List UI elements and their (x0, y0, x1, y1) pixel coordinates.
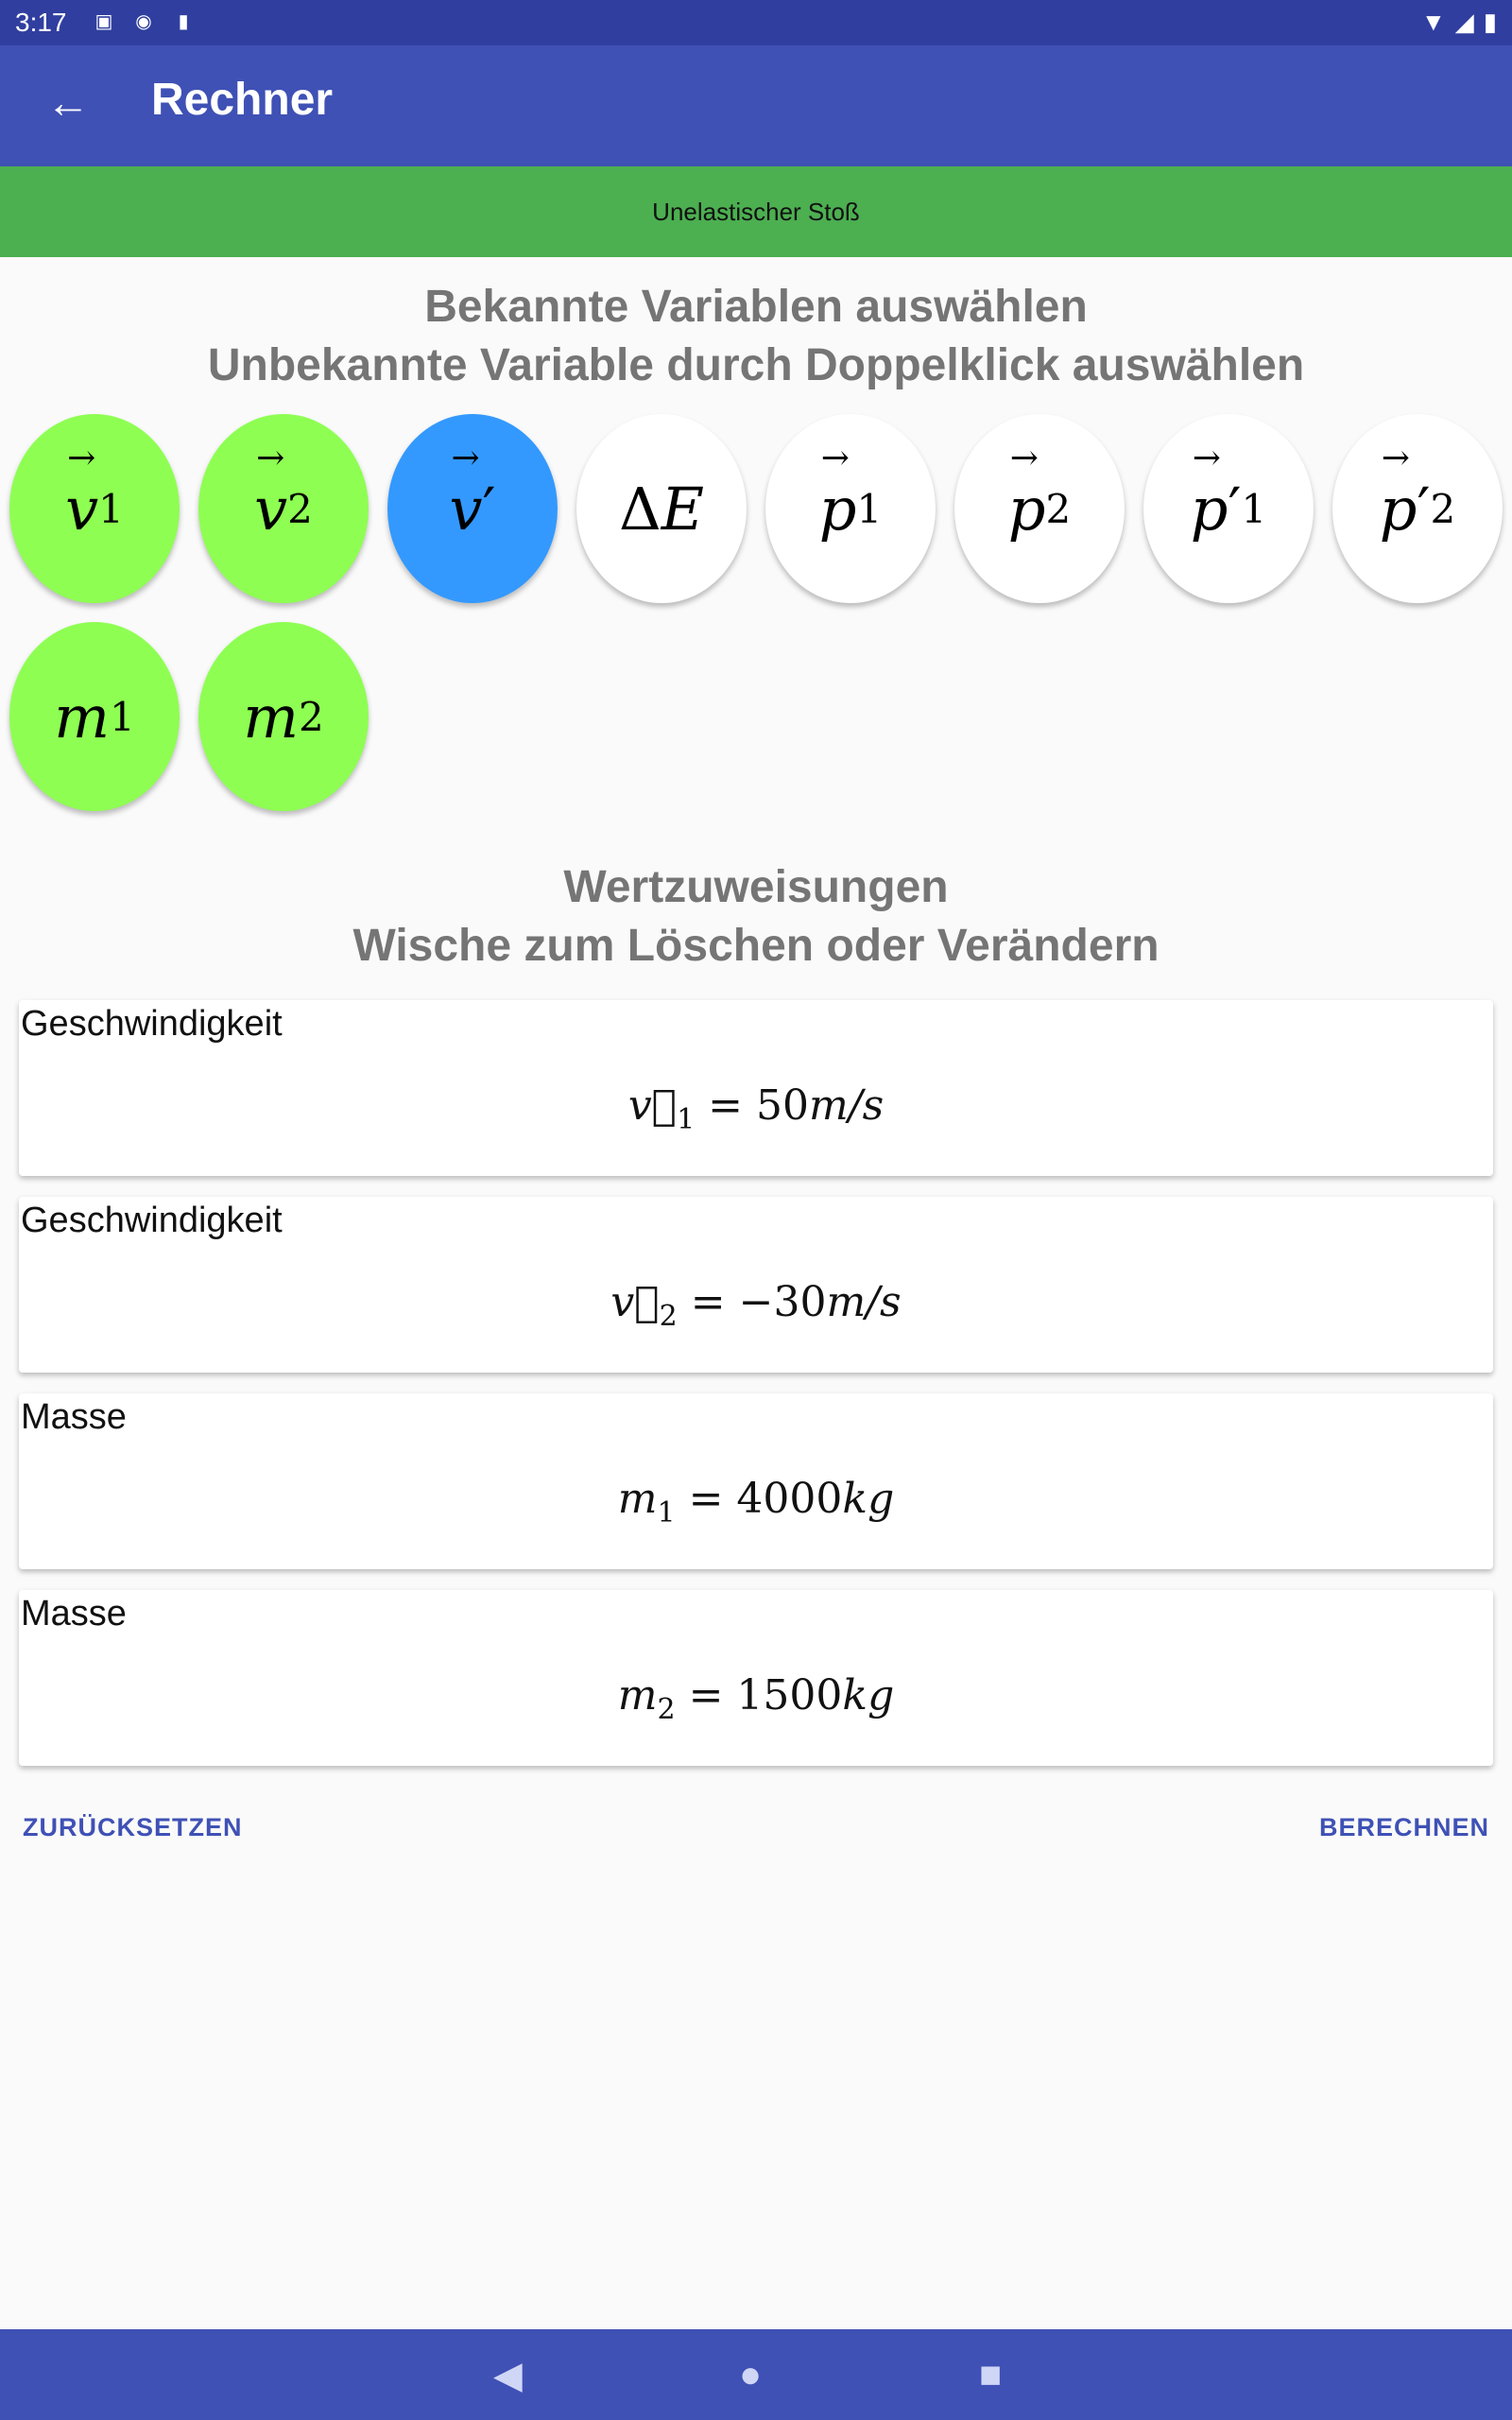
formula-subscript: 1 (657, 1495, 676, 1530)
mode-bar[interactable] (0, 166, 1512, 257)
variable-subscript: 2 (287, 485, 313, 532)
variable-subscript: 2 (299, 693, 324, 740)
variables-heading-line1: Bekannte Variablen auswählen (424, 282, 1088, 332)
variable-symbol: → v (449, 475, 482, 544)
variable-button-delta-e[interactable] (576, 414, 747, 603)
card-label: Masse (21, 1397, 127, 1437)
variables-heading-line2: Unbekannte Variable durch Doppelklick auswählen (207, 340, 1305, 390)
variable-button-p2-prime[interactable] (1332, 414, 1503, 603)
variable-button-v1[interactable] (9, 414, 180, 603)
formula-subscript: 1 (677, 1102, 696, 1136)
variable-subscript: 1 (856, 485, 883, 532)
variable-prime: ′ (1417, 474, 1431, 544)
variable-prime: ′ (1228, 474, 1242, 544)
variable-subscript: 2 (1430, 485, 1456, 532)
formula-value: 4000 (736, 1475, 843, 1523)
formula-equals: = (675, 1671, 737, 1720)
variable-subscript: 1 (98, 485, 124, 532)
variable-subscript: 1 (1241, 485, 1267, 532)
page-title: Rechner (151, 75, 334, 125)
status-bar (0, 0, 1512, 45)
variables-heading (0, 278, 1512, 395)
assignments-heading-line1: Wertzuweisungen (563, 862, 949, 912)
system-nav-bar (0, 2329, 1512, 2420)
assignment-card[interactable] (19, 1197, 1493, 1373)
variable-symbol: Δ (618, 474, 662, 544)
assignment-card[interactable] (19, 1393, 1493, 1569)
calculate-button[interactable]: BERECHNEN (1318, 1813, 1489, 1841)
assignments-heading (0, 858, 1512, 976)
variable-button-m2[interactable] (198, 622, 369, 811)
formula-value: 50 (756, 1081, 810, 1130)
variable-subscript: 1 (110, 693, 135, 740)
card-formula (19, 1278, 1493, 1333)
app-bar (0, 45, 1512, 166)
variable-button-m1[interactable] (9, 622, 180, 811)
formula-unit: kg (842, 1671, 895, 1720)
formula-symbol: m (617, 1475, 658, 1523)
status-time: 3:17 (15, 8, 67, 37)
card-label: Masse (21, 1594, 127, 1634)
variable-symbol: → p (1380, 475, 1418, 544)
a-box-icon: ▣ (94, 10, 113, 32)
arrow-left-icon[interactable]: ← (46, 78, 90, 127)
formula-symbol: v⃗ (610, 1278, 660, 1326)
assignment-card[interactable] (19, 1000, 1493, 1176)
nav-recents-icon[interactable]: ■ (979, 2354, 1003, 2395)
formula-equals: = (677, 1278, 739, 1326)
formula-value: 1500 (736, 1671, 843, 1720)
formula-value: −30 (738, 1278, 827, 1326)
formula-equals: = (695, 1081, 757, 1130)
wifi-icon: ▼ (1420, 8, 1446, 36)
status-icons-right (1421, 8, 1497, 37)
card-formula (19, 1081, 1493, 1136)
variable-symbol: → v (65, 475, 98, 544)
assignment-card[interactable] (19, 1590, 1493, 1766)
formula-equals: = (675, 1475, 737, 1523)
variable-button-p1-prime[interactable] (1143, 414, 1314, 603)
formula-subscript: 2 (657, 1692, 676, 1726)
play-store-icon: ◉ (135, 10, 152, 32)
nav-back-icon[interactable]: ◀ (493, 2355, 523, 2396)
variable-prime: ′ (482, 474, 496, 544)
battery-icon: ▮ (1483, 8, 1497, 36)
card-formula (19, 1475, 1493, 1530)
card-formula (19, 1671, 1493, 1726)
variable-symbol: m (243, 682, 300, 752)
variable-symbol: → p (1191, 475, 1228, 544)
variable-subscript: 2 (1045, 485, 1072, 532)
variable-symbol: m (54, 682, 111, 752)
mode-label: Unelastischer Stoß (652, 197, 860, 226)
variable-symbol-e: E (661, 474, 705, 544)
nav-home-icon[interactable]: ● (739, 2354, 763, 2395)
formula-unit: kg (842, 1475, 895, 1523)
status-icons-left (91, 8, 197, 34)
formula-unit: m/s (809, 1081, 885, 1130)
variable-symbol: → p (819, 475, 857, 544)
variable-symbol: → v (254, 475, 287, 544)
formula-symbol: v⃗ (627, 1081, 678, 1130)
assignments-heading-line2: Wische zum Löschen oder Verändern (352, 921, 1160, 971)
formula-subscript: 2 (659, 1299, 678, 1333)
variable-button-p2[interactable] (954, 414, 1125, 603)
signal-icon: ◢ (1454, 8, 1474, 36)
variable-button-v2[interactable] (198, 414, 369, 603)
formula-unit: m/s (826, 1278, 902, 1326)
variable-button-v-prime[interactable] (387, 414, 558, 603)
formula-symbol: m (617, 1671, 658, 1720)
variable-button-p1[interactable] (765, 414, 936, 603)
variable-symbol: → p (1008, 475, 1046, 544)
reset-button[interactable]: ZURÜCKSETZEN (23, 1813, 243, 1841)
card-label: Geschwindigkeit (21, 1201, 283, 1240)
sd-card-icon: ▮ (178, 10, 189, 32)
card-label: Geschwindigkeit (21, 1004, 283, 1044)
